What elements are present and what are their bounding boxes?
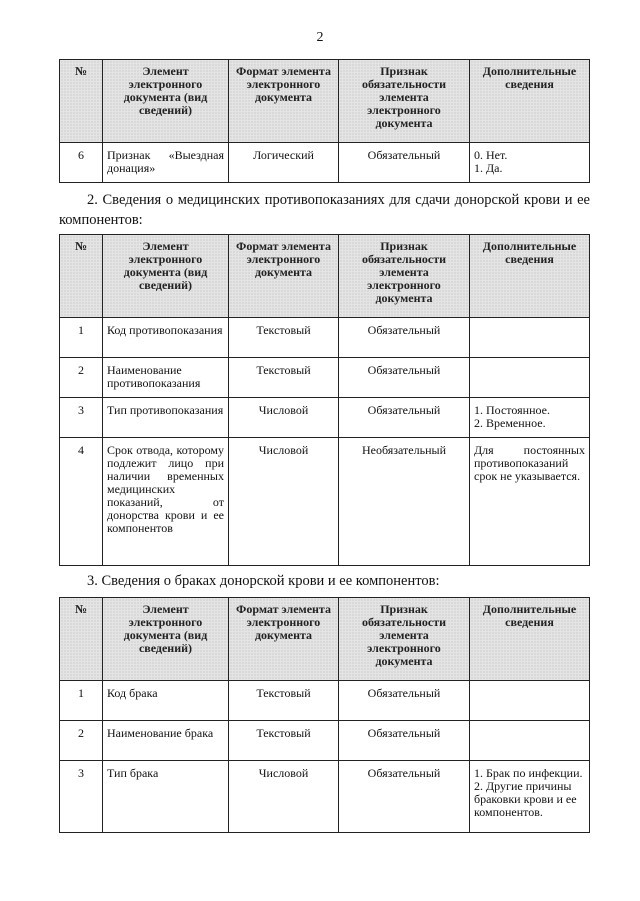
header-additional: Дополнительные сведения	[470, 60, 590, 143]
additional-line: 1. Да.	[474, 161, 503, 175]
cell-num: 3	[60, 761, 103, 833]
cell-format: Текстовый	[229, 681, 339, 721]
header-format: Формат элемента электронного документа	[229, 235, 339, 318]
cell-required: Обязательный	[339, 318, 470, 358]
additional-line: Для постоянных противопоказаний срок не указывается.	[474, 443, 585, 483]
header-element: Элемент электронного документа (вид сведений)	[103, 598, 229, 681]
additional-line: 1. Брак по инфекции.	[474, 766, 583, 780]
cell-element: Код брака	[103, 681, 229, 721]
header-num: №	[60, 598, 103, 681]
cell-additional	[470, 358, 590, 398]
cell-additional	[470, 721, 590, 761]
cell-element: Наименование брака	[103, 721, 229, 761]
cell-element: Признак «Выездная донация»	[103, 143, 229, 183]
cell-required: Обязательный	[339, 721, 470, 761]
additional-line: 2. Временное.	[474, 416, 546, 430]
cell-num: 2	[60, 721, 103, 761]
cell-num: 3	[60, 398, 103, 438]
header-num: №	[60, 60, 103, 143]
cell-element: Срок отвода, которому подлежит лицо при наличии временных медицинских показаний, от донорства крови и ее компонентов	[103, 438, 229, 566]
cell-additional	[470, 318, 590, 358]
cell-element: Тип брака	[103, 761, 229, 833]
header-additional: Дополнительные сведения	[470, 235, 590, 318]
header-num: №	[60, 235, 103, 318]
header-element: Элемент электронного документа (вид сведений)	[103, 235, 229, 318]
cell-required: Обязательный	[339, 681, 470, 721]
header-element: Элемент электронного документа (вид сведений)	[103, 60, 229, 143]
table-row	[60, 721, 590, 761]
cell-num: 1	[60, 681, 103, 721]
cell-num: 6	[60, 143, 103, 183]
cell-additional	[470, 761, 590, 833]
table-row	[60, 681, 590, 721]
page-number: 2	[316, 30, 324, 45]
section-2-heading: 2. Сведения о медицинских противопоказаниях для сдачи донорской крови и ее компонентов:	[59, 192, 590, 228]
cell-format: Логический	[229, 143, 339, 183]
header-format: Формат элемента электронного документа	[229, 598, 339, 681]
cell-format: Числовой	[229, 438, 339, 566]
header-additional: Дополнительные сведения	[470, 598, 590, 681]
header-format: Формат элемента электронного документа	[229, 60, 339, 143]
cell-format: Текстовый	[229, 318, 339, 358]
table-row	[60, 143, 590, 183]
table-header-row	[60, 235, 590, 318]
table-row	[60, 438, 590, 566]
additional-line: 1. Постоянное.	[474, 403, 550, 417]
table-row	[60, 398, 590, 438]
table-1	[59, 59, 590, 183]
table-header-row	[60, 60, 590, 143]
cell-additional	[470, 681, 590, 721]
cell-additional	[470, 398, 590, 438]
cell-element: Код противопоказания	[103, 318, 229, 358]
additional-line: 0. Нет.	[474, 148, 508, 162]
cell-num: 1	[60, 318, 103, 358]
cell-format: Текстовый	[229, 358, 339, 398]
header-required: Признак обязательности элемента электронного документа	[339, 235, 470, 318]
cell-num: 2	[60, 358, 103, 398]
cell-additional	[470, 143, 590, 183]
cell-required: Обязательный	[339, 761, 470, 833]
cell-required: Обязательный	[339, 358, 470, 398]
table-2	[59, 234, 590, 566]
header-required: Признак обязательности элемента электронного документа	[339, 598, 470, 681]
cell-required: Необязательный	[339, 438, 470, 566]
table-row	[60, 761, 590, 833]
table-3	[59, 597, 590, 833]
cell-required: Обязательный	[339, 398, 470, 438]
cell-format: Числовой	[229, 398, 339, 438]
section-3-heading: 3. Сведения о браках донорской крови и ее компонентов:	[87, 573, 440, 589]
table-row	[60, 318, 590, 358]
table-row	[60, 358, 590, 398]
cell-additional	[470, 438, 590, 566]
table-header-row	[60, 598, 590, 681]
cell-num: 4	[60, 438, 103, 566]
cell-format: Числовой	[229, 761, 339, 833]
header-required: Признак обязательности элемента электронного документа	[339, 60, 470, 143]
additional-line: 2. Другие причины браковки крови и ее компонентов.	[474, 779, 577, 819]
cell-element: Тип противопоказания	[103, 398, 229, 438]
cell-element: Наименование противопоказания	[103, 358, 229, 398]
cell-format: Текстовый	[229, 721, 339, 761]
cell-required: Обязательный	[339, 143, 470, 183]
